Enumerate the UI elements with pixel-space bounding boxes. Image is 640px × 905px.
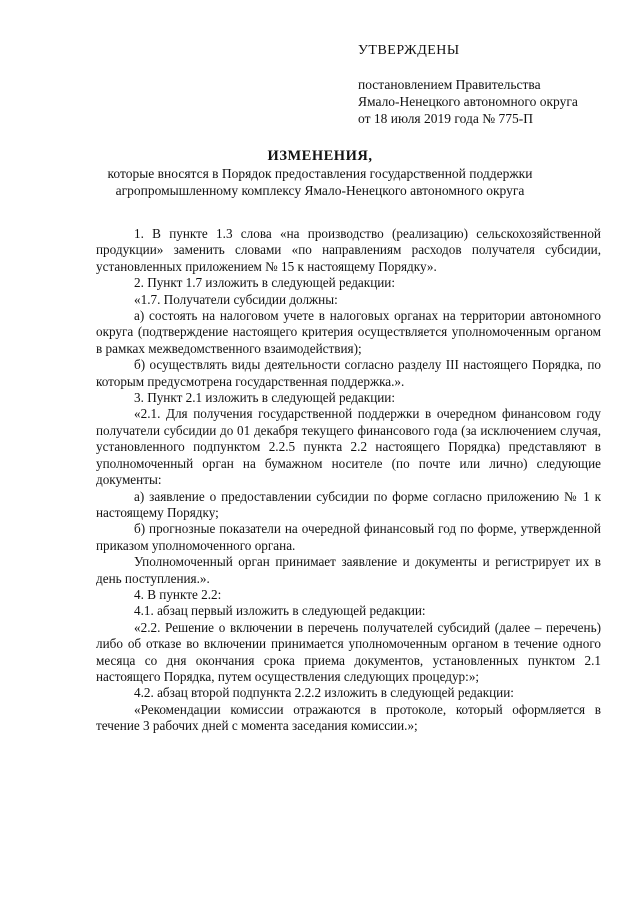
paragraph: 4. В пункте 2.2:: [134, 586, 222, 602]
paragraph: б) осуществлять виды деятельности согласно разделу III настоящего Порядка, по которым предусмотрена государственная поддержка.».: [96, 357, 601, 389]
approval-block: [358, 42, 618, 127]
paragraph: 3. Пункт 2.1 изложить в следующей редакции:: [134, 390, 396, 406]
document-title-block: [0, 148, 640, 199]
paragraph: 1. В пункте 1.3 слова «на производство (реализацию) сельскохозяйственной продукции» заменить словами «по направлениям расходов получателя субсидии, установленных приложением № 15 к настоящему Порядку».: [96, 226, 601, 274]
paragraph: а) состоять на налоговом учете в налоговых органах на территории автономного округа (подтверждение настоящего критерия осуществляется уполномоченным органом в рамках межведомственного взаимодействия);: [96, 308, 601, 356]
paragraph: «Рекомендации комиссии отражаются в протоколе, который оформляется в течение 3 рабочих дней с момента заседания комиссии.»;: [96, 701, 601, 734]
paragraph: 2. Пункт 1.7 изложить в следующей редакции:: [134, 275, 396, 291]
approval-heading: УТВЕРЖДЕНЫ: [358, 43, 460, 58]
paragraph: «2.2. Решение о включении в перечень получателей субсидий (далее – перечень) либо об отказе во включении принимается уполномоченным органом в течение одного месяца со дня окончания срока приема документов, установленных пунктом 2.1 настоящего Порядка, путем осуществления следующих процедур:»;: [96, 619, 601, 684]
paragraph: а) заявление о предоставлении субсидии по форме согласно приложению № 1 к настоящему Порядку;: [96, 488, 601, 520]
document-body: [96, 226, 601, 735]
paragraph: 4.1. абзац первый изложить в следующей редакции:: [134, 603, 426, 619]
paragraph: б) прогнозные показатели на очередной финансовый год по форме, утвержденной приказом уполномоченного органа.: [96, 521, 601, 553]
approval-line: постановлением Правительства: [358, 77, 541, 92]
paragraph: «2.1. Для получения государственной поддержки в очередном финансовом году получатели субсидии до 01 декабря текущего финансового года (за исключением случая, установленного подпунктом 2.2.5 пункта 2.2 настоящего Порядка) представляют в уполномоченный орган на бумажном носителе (по почте или лично) следующие документы:: [96, 406, 601, 488]
document-subtitle: агропромышленному комплексу Ямало-Ненецкого автономного округа: [115, 183, 525, 198]
paragraph: Уполномоченный орган принимает заявление и документы и регистрирует их в день поступления.».: [96, 554, 601, 586]
approval-line: от 18 июля 2019 года № 775-П: [358, 111, 533, 126]
document-title: ИЗМЕНЕНИЯ,: [267, 148, 373, 164]
paragraph: «1.7. Получатели субсидии должны:: [134, 291, 338, 307]
paragraph: 4.2. абзац второй подпункта 2.2.2 изложить в следующей редакции:: [134, 685, 514, 701]
document-subtitle: которые вносятся в Порядок предоставления государственной поддержки: [107, 166, 533, 181]
approval-line: Ямало-Ненецкого автономного округа: [358, 94, 578, 109]
